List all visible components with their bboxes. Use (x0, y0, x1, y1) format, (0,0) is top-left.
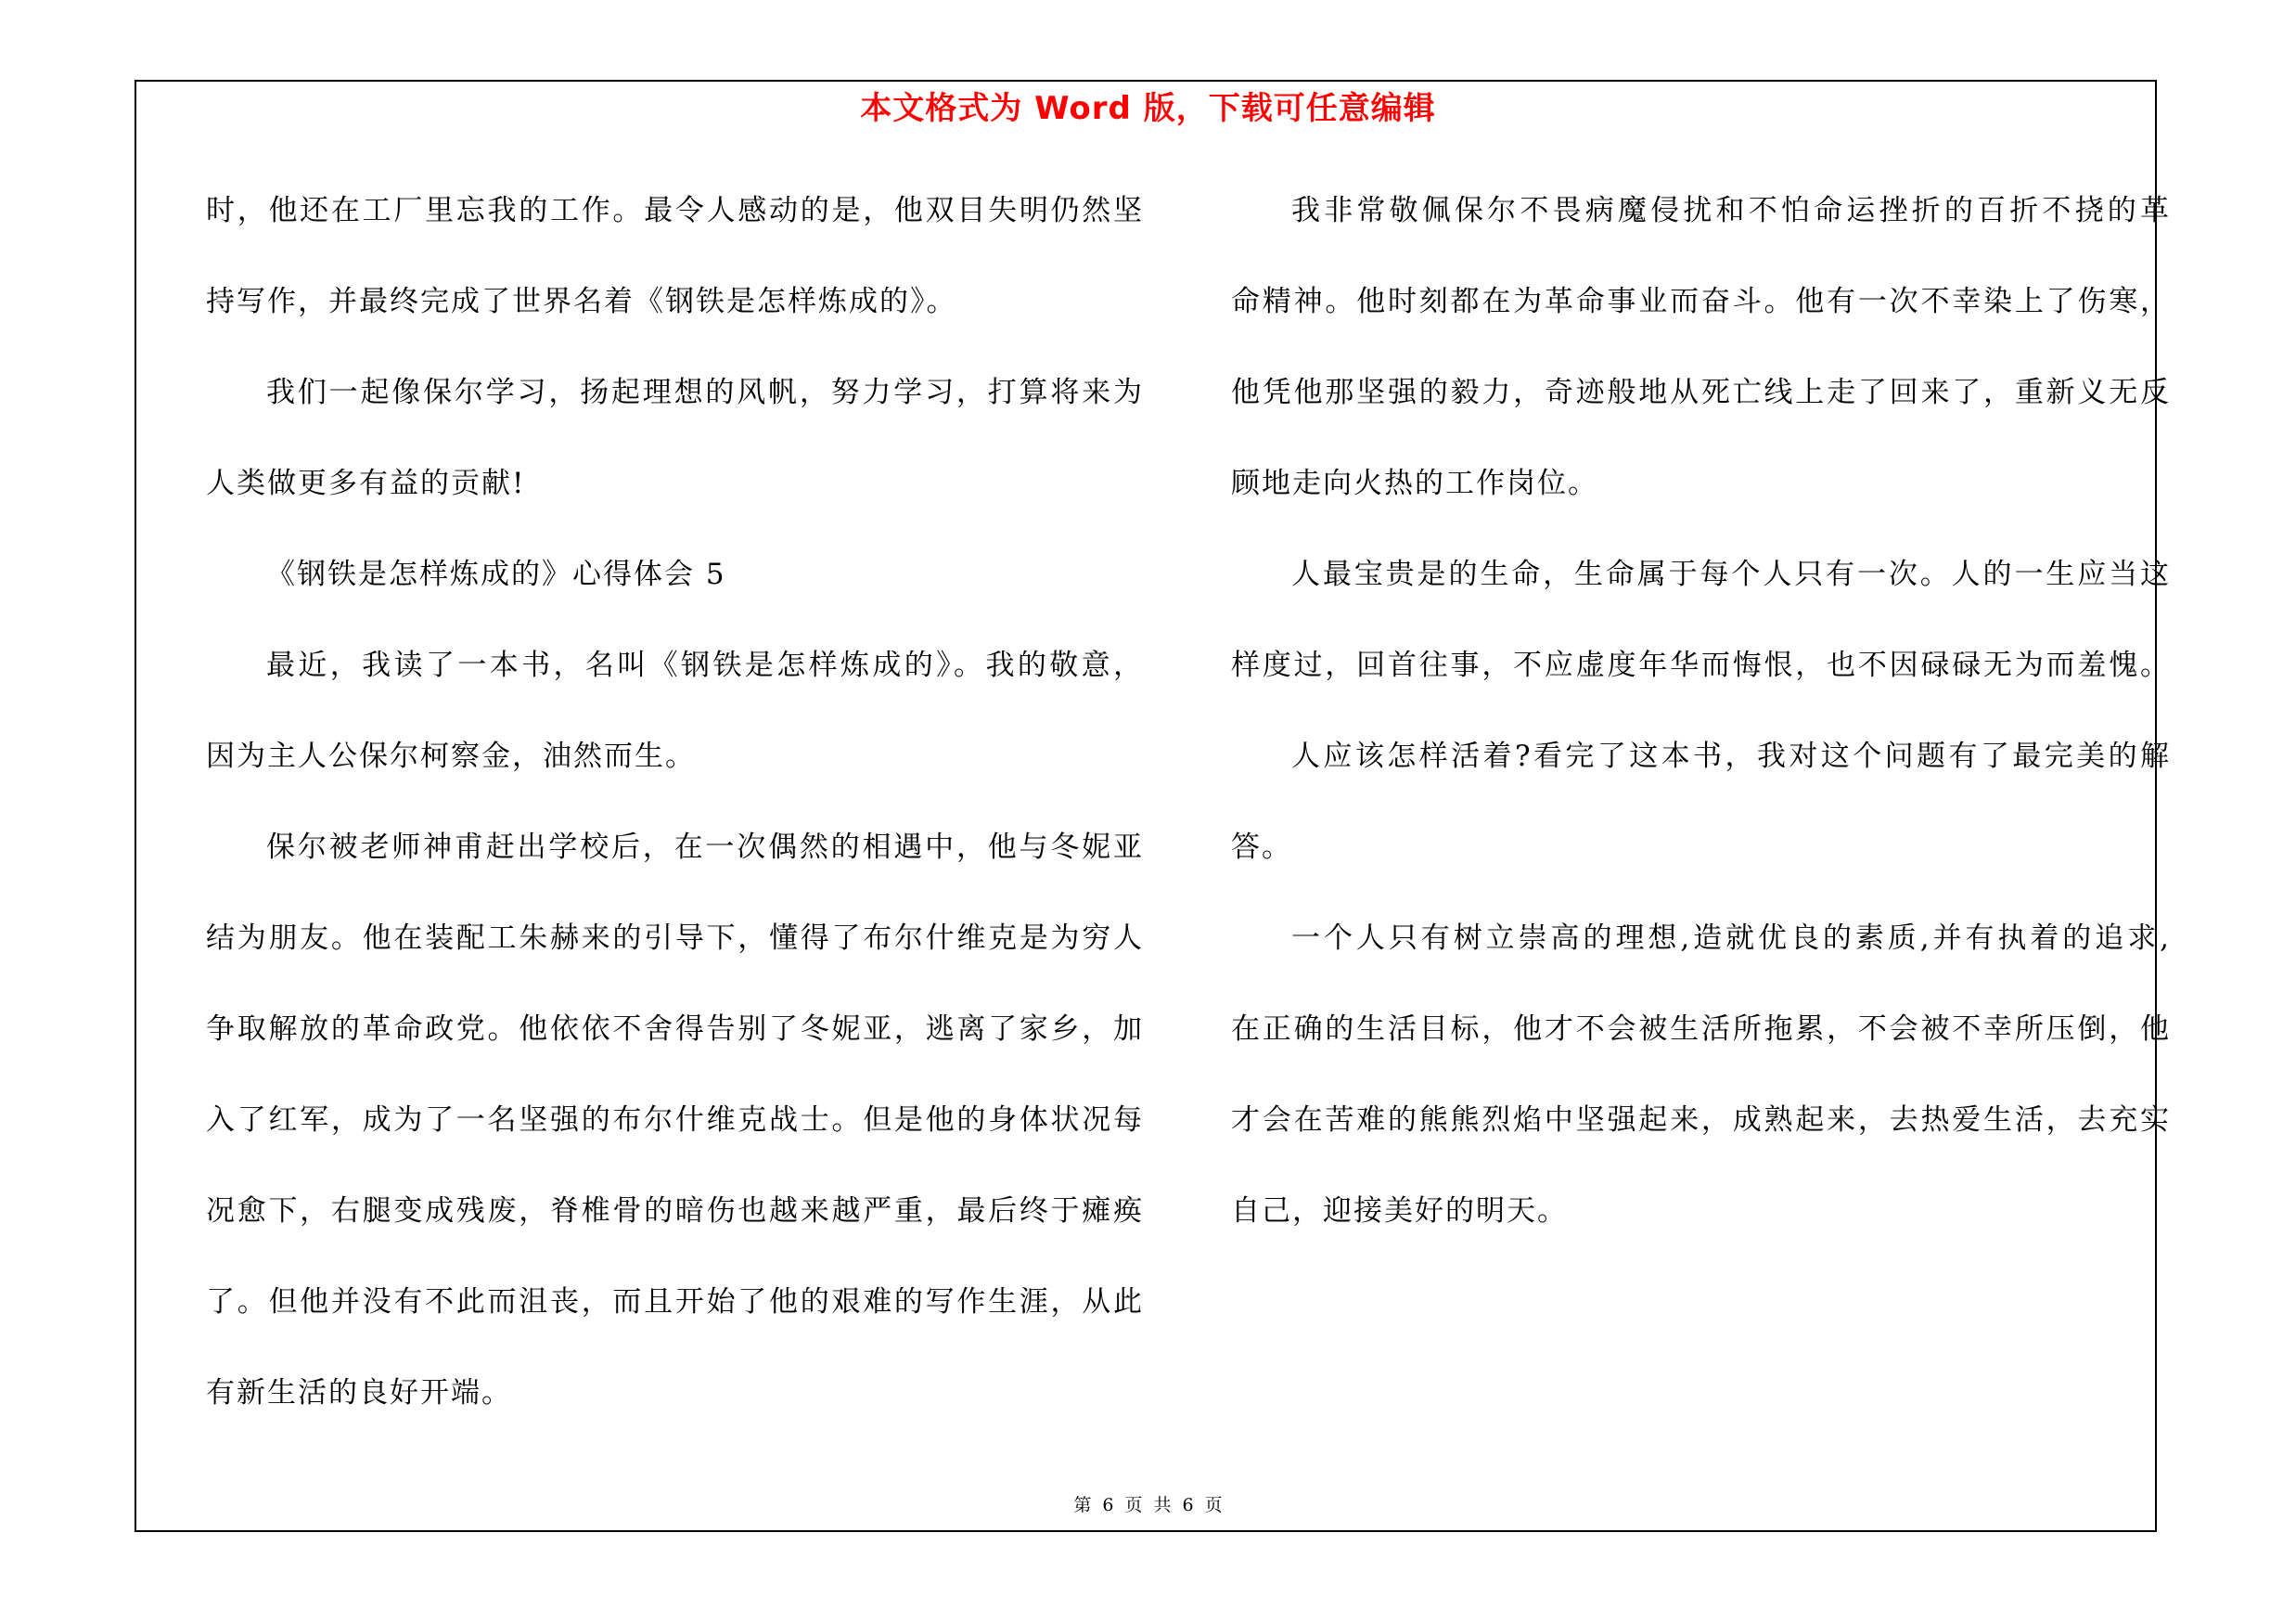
paragraph-start-line: 最近，我读了一本书，名叫《钢铁是怎样炼成的》。我的敬意， (266, 649, 1143, 682)
text-line: 样度过，回首往事，不应虚度年华而悔恨，也不因碌碌无为而羞愧。 (1231, 649, 2170, 682)
text-line: 顾地走向火热的工作岗位。 (1231, 467, 1598, 500)
paragraph-start-line: 人最宝贵是的生命，生命属于每个人只有一次。人的一生应当这 (1291, 558, 2170, 591)
format-banner: 本文格式为 Word 版，下载可任意编辑 (860, 90, 1436, 127)
text-line: 才会在苦难的熊熊烈焰中坚强起来，成熟起来，去热爱生活，去充实 (1231, 1103, 2170, 1137)
text-line: 在正确的生活目标，他才不会被生活所拖累，不会被不幸所压倒，他 (1231, 1012, 2170, 1046)
text-line: 时，他还在工厂里忘我的工作。最令人感动的是，他双目失明仍然坚 (206, 194, 1143, 227)
text-line: 入了红军，成为了一名坚强的布尔什维克战士。但是他的身体状况每 (206, 1103, 1143, 1137)
text-line: 他凭他那坚强的毅力，奇迹般地从死亡线上走了回来了，重新义无反 (1231, 376, 2170, 409)
text-line: 命精神。他时刻都在为革命事业而奋斗。他有一次不幸染上了伤寒， (1231, 285, 2170, 318)
page-number-footer: 第 6 页 共 6 页 (1073, 1495, 1223, 1515)
paragraph-start-line: 我非常敬佩保尔不畏病魔侵扰和不怕命运挫折的百折不挠的革 (1291, 194, 2170, 227)
text-line: 因为主人公保尔柯察金，油然而生。 (206, 740, 696, 773)
right-column (1231, 181, 2170, 1272)
text-line: 人类做更多有益的贡献! (206, 467, 526, 500)
text-line: 结为朋友。他在装配工朱赫来的引导下，懂得了布尔什维克是为穷人 (206, 921, 1143, 955)
text-line: 了。但他并没有不此而沮丧，而且开始了他的艰难的写作生涯，从此 (206, 1285, 1143, 1319)
text-line: 有新生活的良好开端。 (206, 1376, 512, 1410)
paragraph-start-line: 人应该怎样活着?看完了这本书，我对这个问题有了最完美的解 (1291, 740, 2170, 773)
text-line: 况愈下，右腿变成残废，脊椎骨的暗伤也越来越严重，最后终于瘫痪 (206, 1194, 1143, 1228)
paragraph-start-line: 一个人只有树立崇高的理想,造就优良的素质,并有执着的追求, (1291, 921, 2170, 955)
left-column (206, 181, 1143, 1454)
text-line: 争取解放的革命政党。他依依不舍得告别了冬妮亚，逃离了家乡，加 (206, 1012, 1143, 1046)
section-heading: 《钢铁是怎样炼成的》心得体会 5 (266, 558, 726, 591)
text-line: 持写作，并最终完成了世界名着《钢铁是怎样炼成的》。 (206, 285, 957, 318)
paragraph-start-line: 我们一起像保尔学习，扬起理想的风帆，努力学习，打算将来为 (266, 376, 1143, 409)
text-line: 答。 (1231, 831, 1292, 864)
text-line: 自己，迎接美好的明天。 (1231, 1194, 1568, 1228)
paragraph-start-line: 保尔被老师神甫赶出学校后，在一次偶然的相遇中，他与冬妮亚 (266, 831, 1143, 864)
